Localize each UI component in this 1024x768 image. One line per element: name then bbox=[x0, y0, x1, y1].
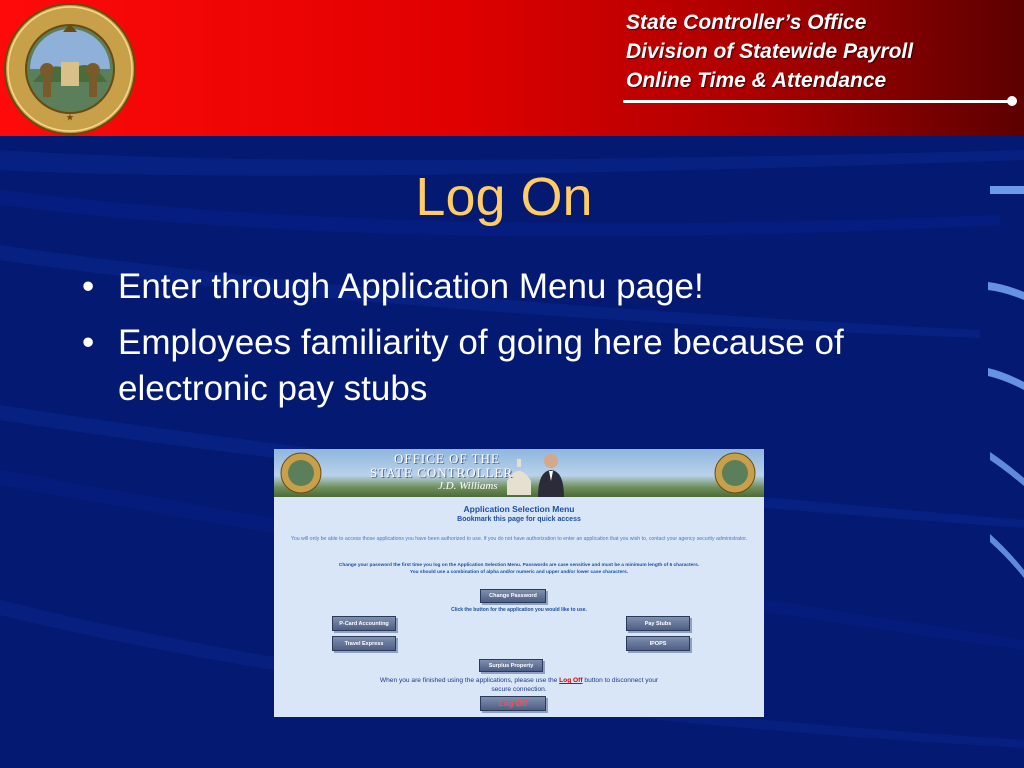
logoff-button[interactable]: Log Off bbox=[480, 696, 546, 711]
svg-text:★: ★ bbox=[66, 113, 74, 122]
bullet-item bbox=[78, 264, 938, 310]
bullet-icon: • bbox=[82, 323, 95, 362]
slide-title: Log On bbox=[415, 167, 593, 227]
right-seal-icon bbox=[714, 452, 756, 494]
logoff-text-before: When you are finished using the applications, please use the bbox=[379, 677, 560, 684]
bullet-item bbox=[78, 320, 938, 412]
header-divider bbox=[623, 100, 1009, 103]
click-instruction: Click the button for the application you would like to use. bbox=[451, 607, 587, 613]
menu-subtitle: Bookmark this page for quick access bbox=[457, 516, 581, 523]
bullet-list bbox=[78, 264, 938, 422]
controller-banner bbox=[274, 449, 764, 497]
change-password-button[interactable]: Change Password bbox=[480, 589, 546, 603]
travel-express-button[interactable]: Travel Express bbox=[332, 636, 396, 651]
header-line-3: Online Time & Attendance bbox=[626, 69, 887, 92]
menu-body bbox=[274, 497, 764, 717]
application-menu-screenshot bbox=[274, 449, 764, 717]
bullet-icon: • bbox=[82, 267, 95, 306]
bullet-text: Enter through Application Menu page! bbox=[118, 267, 704, 306]
header-divider-dot bbox=[1007, 96, 1017, 106]
banner-signature: J.D. Williams bbox=[438, 480, 498, 492]
banner-line-1: OFFICE OF THE bbox=[394, 451, 500, 466]
header-line-2: Division of Statewide Payroll bbox=[626, 40, 914, 63]
surplus-property-button[interactable]: Surplus Property bbox=[479, 659, 543, 672]
logoff-link[interactable]: Log Off bbox=[559, 677, 583, 684]
password-note: Change your password the first time you log on the Application Selection Menu. Passwords are case sensitive and must be a minimum length of 6 characters. You should use a combination of alpha and/or numeric and upper and/or lower case characters. bbox=[338, 563, 700, 575]
header-line-1: State Controller’s Office bbox=[626, 11, 867, 34]
header-text bbox=[626, 8, 1006, 95]
state-seal-logo bbox=[3, 2, 137, 136]
logoff-instruction bbox=[274, 677, 764, 694]
authorization-notice: You will only be able to access those applications you have been authorized to use. If you do not have authorization to enter an application that you wish to, contact your agency security administrator. bbox=[290, 536, 748, 542]
banner-line-2: STATE CONTROLLER bbox=[370, 465, 514, 480]
pcard-accounting-button[interactable]: P-Card Accounting bbox=[332, 616, 396, 631]
logoff-text-after: button to disconnect your secure connection. bbox=[491, 677, 659, 693]
menu-title: Application Selection Menu bbox=[463, 504, 575, 514]
header-banner bbox=[0, 0, 1024, 136]
ipops-button[interactable]: IPOPS bbox=[626, 636, 690, 651]
left-seal-icon bbox=[280, 452, 322, 494]
bullet-text: Employees familiarity of going here because of electronic pay stubs bbox=[118, 323, 844, 408]
controller-portrait-icon bbox=[536, 451, 566, 497]
pay-stubs-button[interactable]: Pay Stubs bbox=[626, 616, 690, 631]
banner-title bbox=[370, 452, 513, 480]
